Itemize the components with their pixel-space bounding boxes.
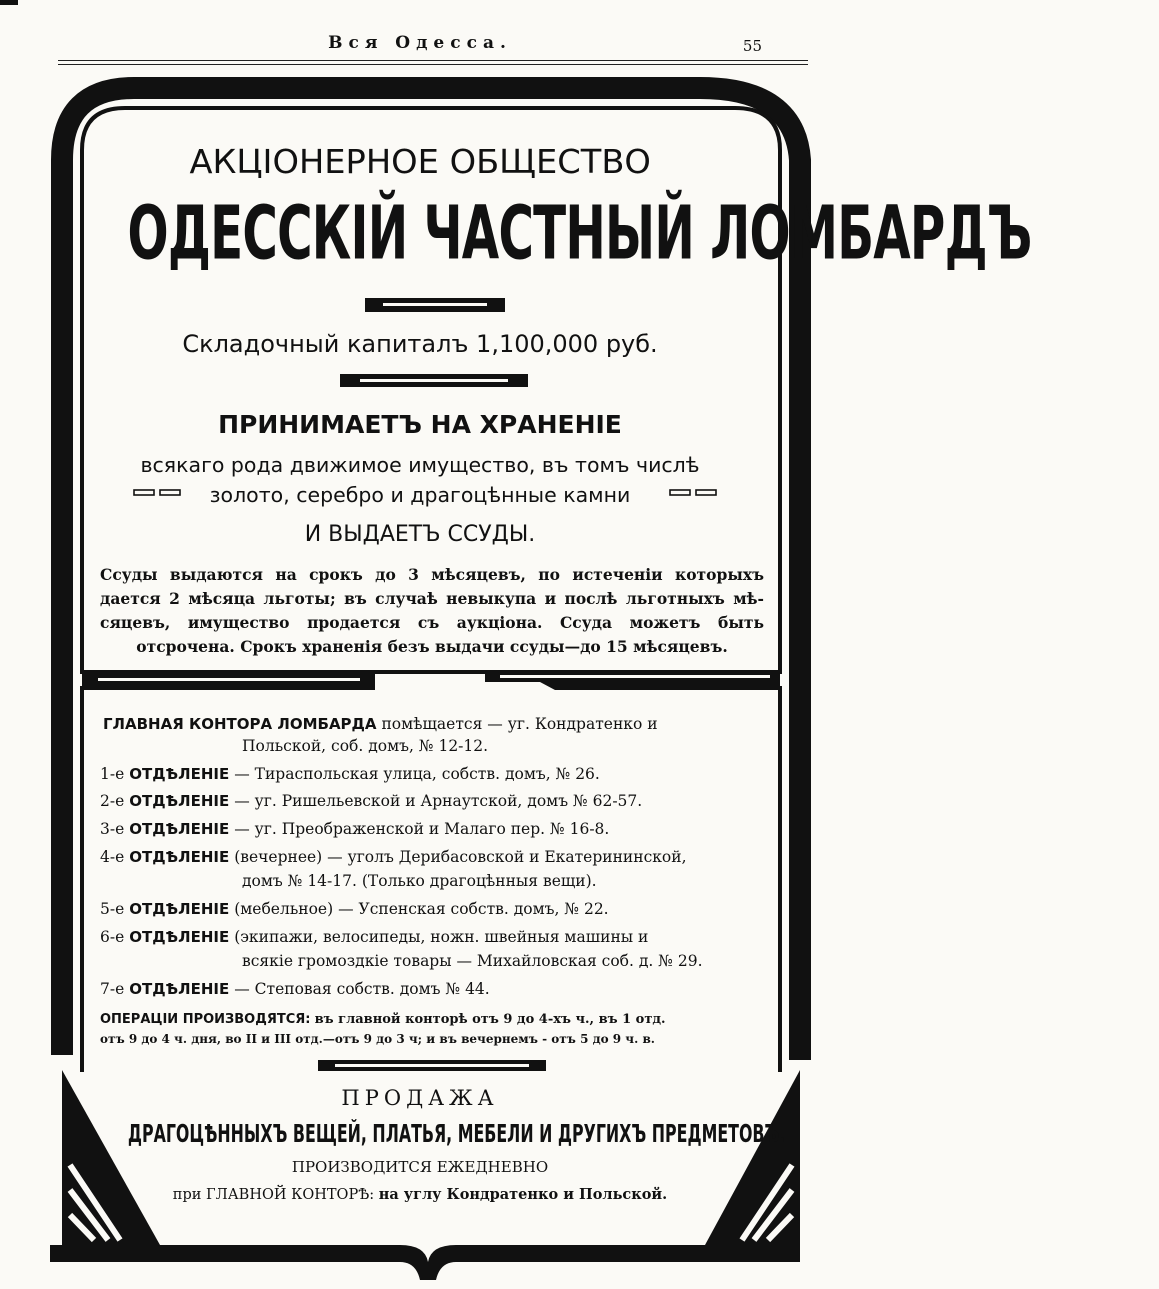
issues-loans: И ВЫДАЕТЪ ССУДЫ. xyxy=(304,522,536,547)
branch-3: 3-е ОТДѢЛЕНIЕ — уг. Преображенской и Малаго пер. № 16-8. xyxy=(100,820,610,838)
sale-place: при ГЛАВНОЙ КОНТОРѢ: на углу Кондратенко и Польской. xyxy=(172,1186,668,1203)
terms-line-4: отсрочена. Срокъ храненiя безъ выдачи ссуды—до 15 мѣсяцевъ. xyxy=(136,637,728,656)
accepts-heading: ПРИНИМАЕТЪ НА ХРАНЕНIЕ xyxy=(218,410,622,439)
operations-line-1: ОПЕРАЦIИ ПРОИЗВОДЯТСЯ: въ главной конторѣ отъ 9 до 4-хъ ч., въ 1 отд. xyxy=(100,1012,666,1027)
sale-heading: ПРОДАЖА xyxy=(341,1086,499,1110)
terms-line-1: Ссуды выдаются на срокъ до 3 мѣсяцевъ, по истеченiи которыхъ xyxy=(100,565,764,584)
branch-6: 6-е ОТДѢЛЕНIЕ (экипажи, велосипеды, ножн. швейныя машины и xyxy=(100,928,649,946)
branch-4: 4-е ОТДѢЛЕНIЕ (вечернее) — уголъ Дерибасовской и Екатерининской, xyxy=(100,848,687,866)
main-office-text: помѣщается — уг. Кондратенко и xyxy=(381,715,658,733)
main-office-line-1 xyxy=(103,715,658,733)
capital-text: Складочный капиталъ 1,100,000 руб. xyxy=(182,330,658,358)
branch-1: 1-е ОТДѢЛЕНIЕ — Тираспольская улица, собств. домъ, № 26. xyxy=(100,765,600,783)
accepts-line-2: золото, серебро и драгоцѣнные камни xyxy=(209,483,631,507)
running-header-title: Вся Одесса. xyxy=(328,33,512,53)
terms-line-3: сяцевъ, имущество продается съ аукцiона. Ссуда можетъ быть xyxy=(100,613,764,632)
company-type-heading: АКЦIОНЕРНОЕ ОБЩЕСТВО xyxy=(189,142,651,181)
sale-items: ДРАГОЦѢННЫХЪ ВЕЩЕЙ, ПЛАТЬЯ, МЕБЕЛИ И ДРУГИХЪ ПРЕДМЕТОВЪ. xyxy=(127,1120,786,1149)
branch-7: 7-е ОТДѢЛЕНIЕ — Степовая собств. домъ № 44. xyxy=(100,980,490,998)
branch-4-cont: домъ № 14-17. (Только драгоцѣнныя вещи). xyxy=(242,872,597,890)
sale-daily: ПРОИЗВОДИТСЯ ЕЖЕДНЕВНО xyxy=(291,1158,549,1176)
company-name-heading: ОДЕССКIЙ ЧАСТНЫЙ ЛОМБАРДЪ xyxy=(127,188,1032,277)
operations-label: ОПЕРАЦIИ ПРОИЗВОДЯТСЯ: xyxy=(100,1012,311,1027)
accepts-line-1: всякаго рода движимое имущество, въ томъ числѣ xyxy=(140,453,700,477)
branch-5: 5-е ОТДѢЛЕНIЕ (мебельное) — Успенская собств. домъ, № 22. xyxy=(100,900,609,918)
branch-2: 2-е ОТДѢЛЕНIЕ — уг. Ришельевской и Арнаутской, домъ № 62-57. xyxy=(100,792,643,810)
main-office-label: ГЛАВНАЯ КОНТОРА ЛОМБАРДА xyxy=(103,715,377,733)
branch-6-cont: всякiе громоздкiе товары — Михайловская соб. д. № 29. xyxy=(242,952,703,970)
main-office-line-2: Польской, соб. домъ, № 12-12. xyxy=(242,737,489,755)
terms-line-2: дается 2 мѣсяца льготы; въ случаѣ невыкупа и послѣ льготныхъ мѣ- xyxy=(100,589,764,608)
page-number: 55 xyxy=(742,37,762,55)
operations-line-2: отъ 9 до 4 ч. дня, во II и III отд.—отъ 9 до 3 ч; и въ вечернемъ - отъ 5 до 9 ч. в. xyxy=(100,1032,655,1046)
